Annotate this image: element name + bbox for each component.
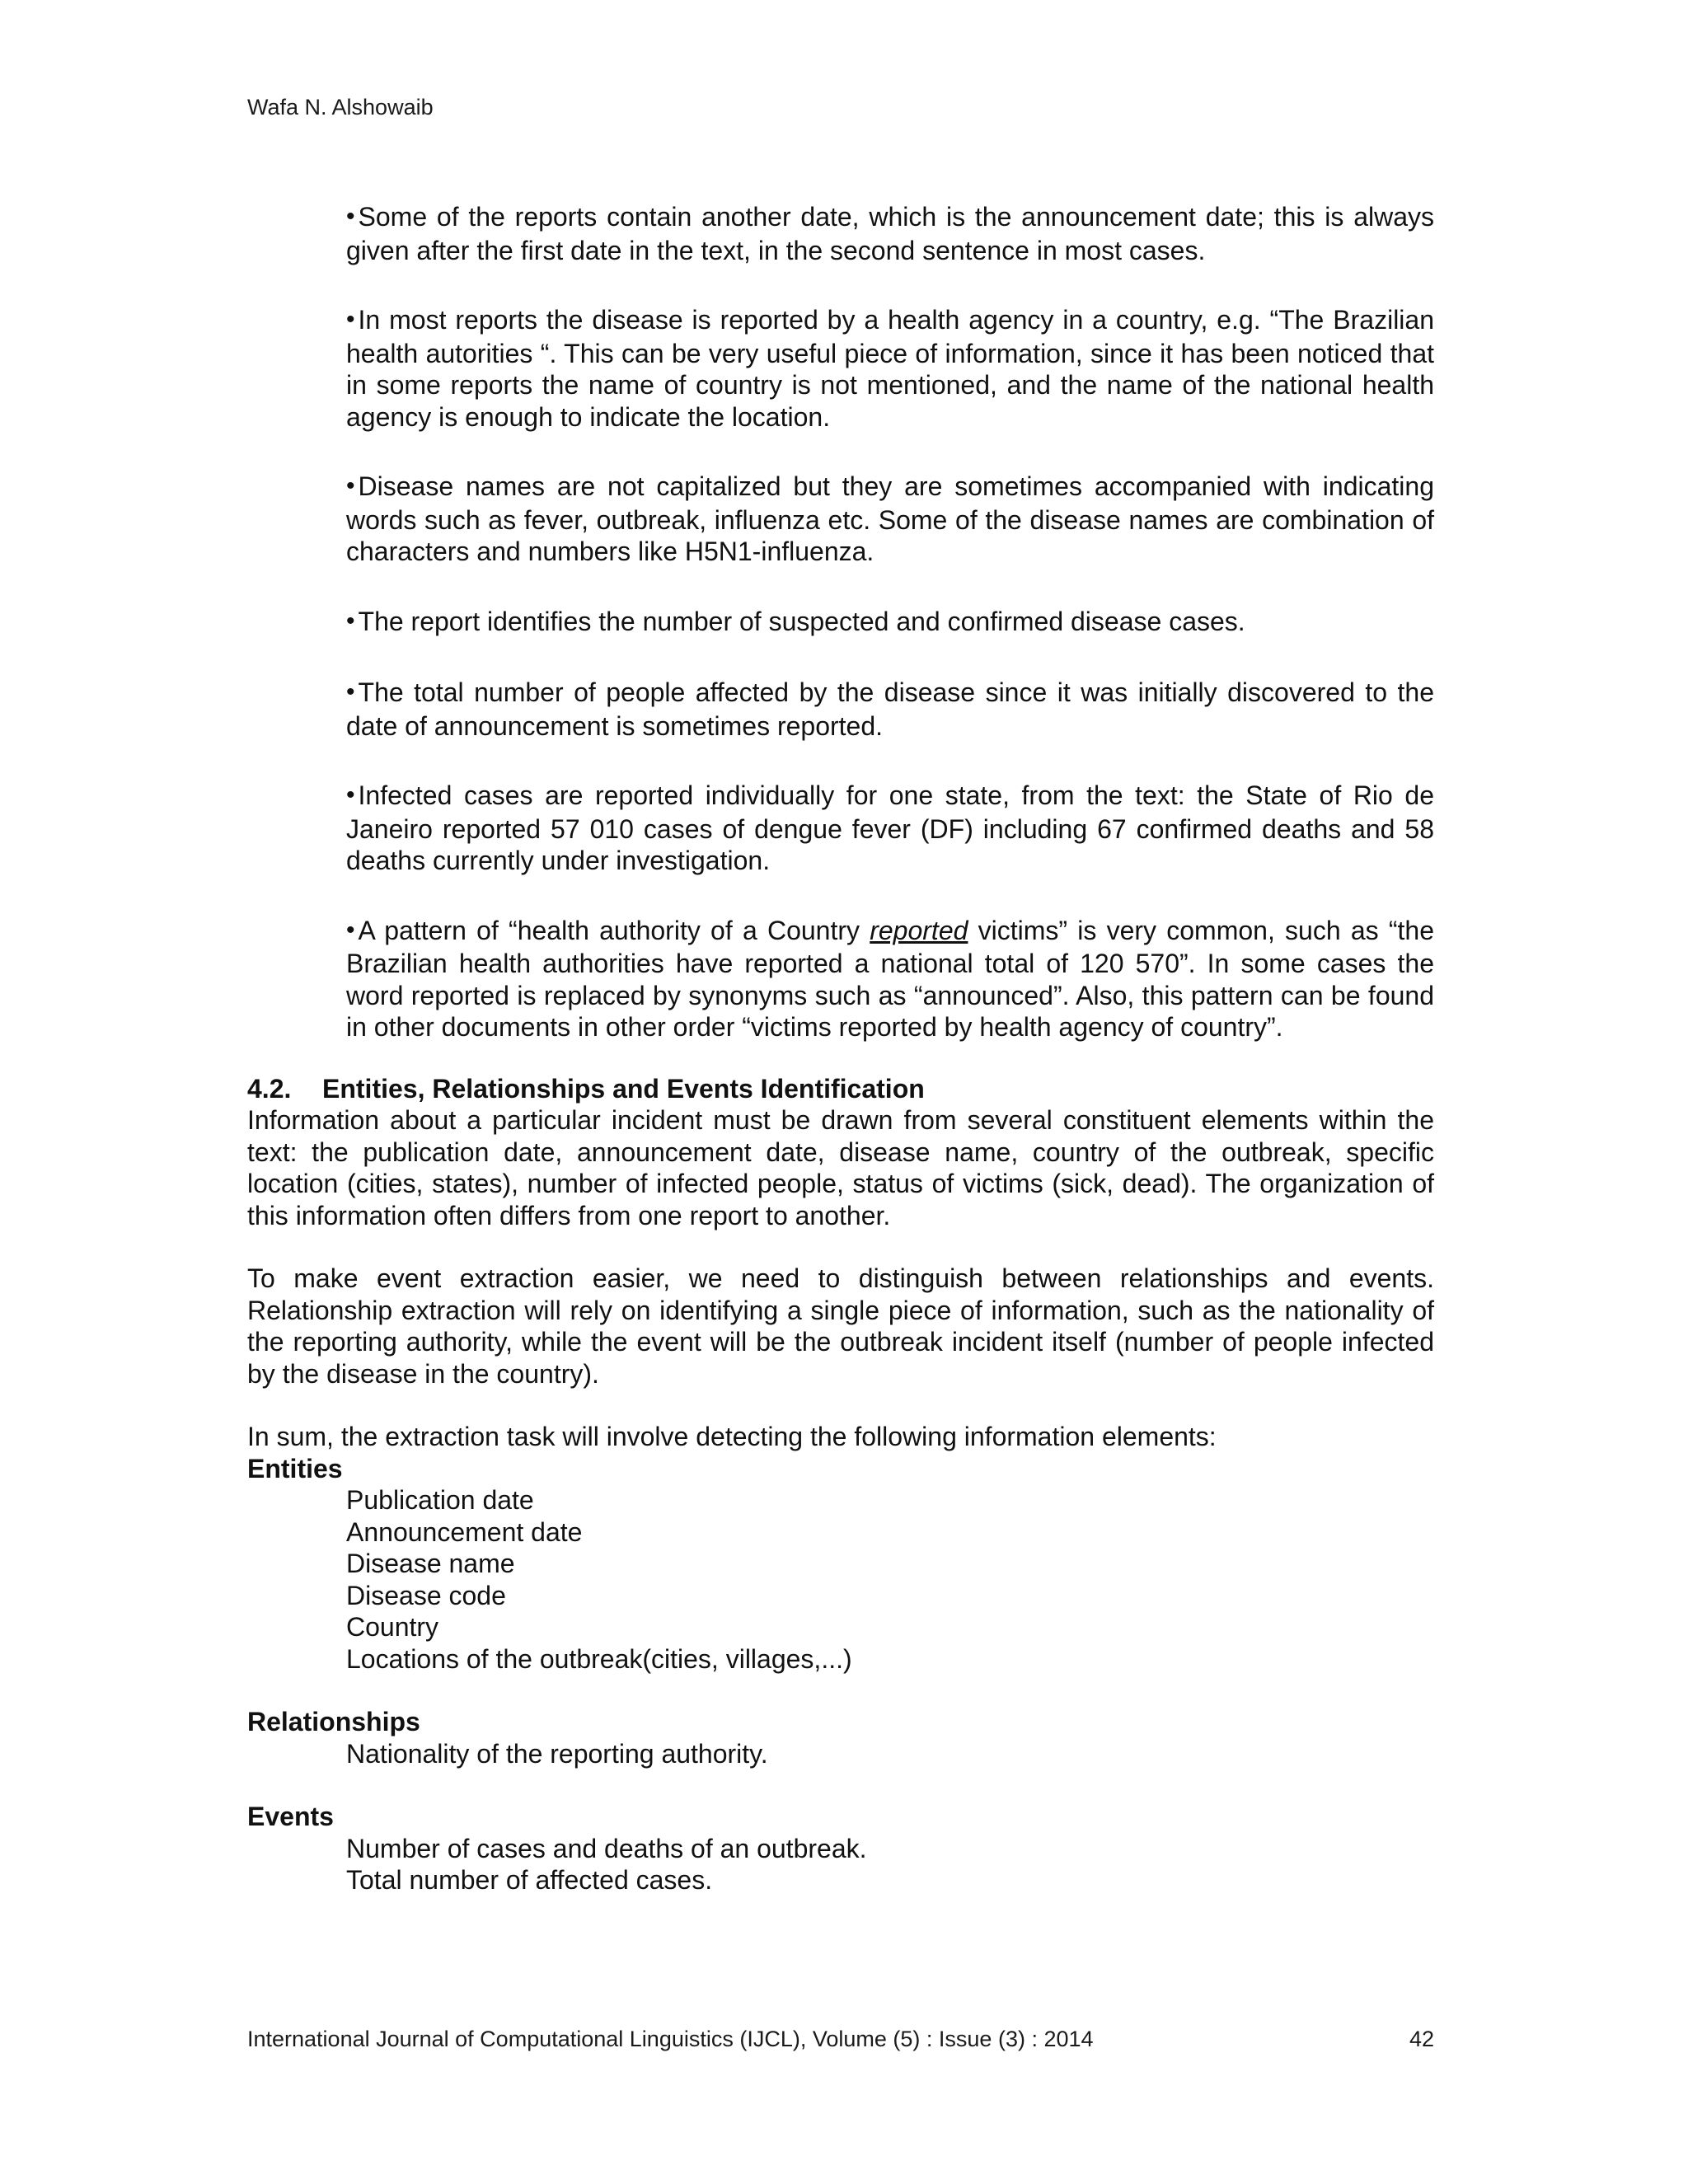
bullet-item (346, 677, 1434, 742)
bullet-icon: • (346, 607, 355, 635)
journal-citation: International Journal of Computational Linguistics (IJCL), Volume (5) : Issue (3) : 2014 (247, 2027, 1094, 2051)
entities-heading: Entities (247, 1453, 343, 1483)
bullet-text: In most reports the disease is reported by a health agency in a country, e.g. “The Brazilian health autorities “. This can be very useful piece of information, since it has been noticed that in some reports the name of country is not mentioned, and the name of the national health agency is enough to indicate the location. (346, 305, 1434, 432)
section-title: Entities, Relationships and Events Identification (322, 1073, 925, 1104)
body-paragraph: To make event extraction easier, we need to distinguish between relationships and events. Relationship extraction will rely on identifying a single piece of information, such as the nationality of the reporting authority, while the event will be the outbreak incident itself (number of people infected by the disease in the country). (247, 1263, 1434, 1389)
bullet-item (346, 780, 1434, 877)
bullet-icon: • (346, 203, 355, 230)
bullet-text: Infected cases are reported individually for one state, from the text: the State of Rio de Janeiro reported 57 010 cases of dengue fever (DF) including 67 confirmed deaths and 58 deaths currently under investigation. (346, 780, 1434, 875)
section-heading (247, 1073, 1434, 1105)
bullet-item (346, 304, 1434, 433)
relationships-list (247, 1738, 1434, 1770)
bullet-icon: • (346, 678, 355, 705)
bullet-icon: • (346, 916, 355, 944)
list-item: Disease code (346, 1580, 506, 1610)
bullet-icon: • (346, 781, 355, 808)
bullet-item (346, 201, 1434, 266)
bullet-item (346, 606, 1434, 640)
bullet-text: Some of the reports contain another date, which is the announcement date; this is always given after the first date in the text, in the second sentence in most cases. (346, 202, 1434, 265)
page-number: 42 (1409, 2027, 1434, 2051)
body-paragraph: Information about a particular incident must be drawn from several constituent elements within the text: the publication date, announcement date, disease name, country of the outbreak, specific location (cities, states), number of infected people, status of victims (sick, dead). The organization of this information often differs from one report to another. (247, 1105, 1434, 1230)
section-number: 4.2. (247, 1073, 292, 1104)
list-item: Country (346, 1612, 439, 1642)
list-item: Publication date (346, 1485, 534, 1515)
list-item: Announcement date (346, 1516, 583, 1547)
list-item: Total number of affected cases. (346, 1865, 713, 1895)
list-item: Locations of the outbreak(cities, villages,...) (346, 1643, 852, 1674)
bullet-icon: • (346, 472, 355, 499)
events-heading: Events (247, 1802, 334, 1831)
bullet-text: The total number of people affected by the disease since it was initially discovered to the date of announcement is sometimes reported. (346, 677, 1434, 741)
bullet-text-before: A pattern of “health authority of a Country (358, 915, 870, 945)
bullet-item (346, 915, 1434, 1043)
bullet-list (247, 201, 1434, 1043)
events-list (247, 1833, 1434, 1896)
emphasized-word: reported (870, 915, 968, 945)
list-item: Disease name (346, 1549, 515, 1578)
page-body (247, 201, 1434, 1928)
relationships-heading: Relationships (247, 1707, 420, 1736)
body-paragraph: In sum, the extraction task will involve detecting the following information elements: (247, 1422, 1217, 1451)
list-item: Number of cases and deaths of an outbreak. (346, 1833, 867, 1863)
running-header-author: Wafa N. Alshowaib (247, 95, 434, 120)
bullet-text-after: victims” is very common, such as “the Brazilian health authorities have reported a national total of 120 570”. In some cases the word reported is replaced by synonyms such as “announced”. Also, this pattern can be found in other documents in other order “victims reported by health agency of country”. (346, 915, 1435, 1042)
bullet-icon: • (346, 306, 355, 333)
list-item: Nationality of the reporting authority. (346, 1738, 768, 1769)
bullet-text: Disease names are not capitalized but they are sometimes accompanied with indicating words such as fever, outbreak, influenza etc. Some of the disease names are combination of characters and numbers like H5N1-influenza. (346, 471, 1434, 566)
entities-list (247, 1484, 1434, 1675)
bullet-text: The report identifies the number of suspected and confirmed disease cases. (358, 606, 1245, 636)
bullet-item (346, 471, 1434, 568)
